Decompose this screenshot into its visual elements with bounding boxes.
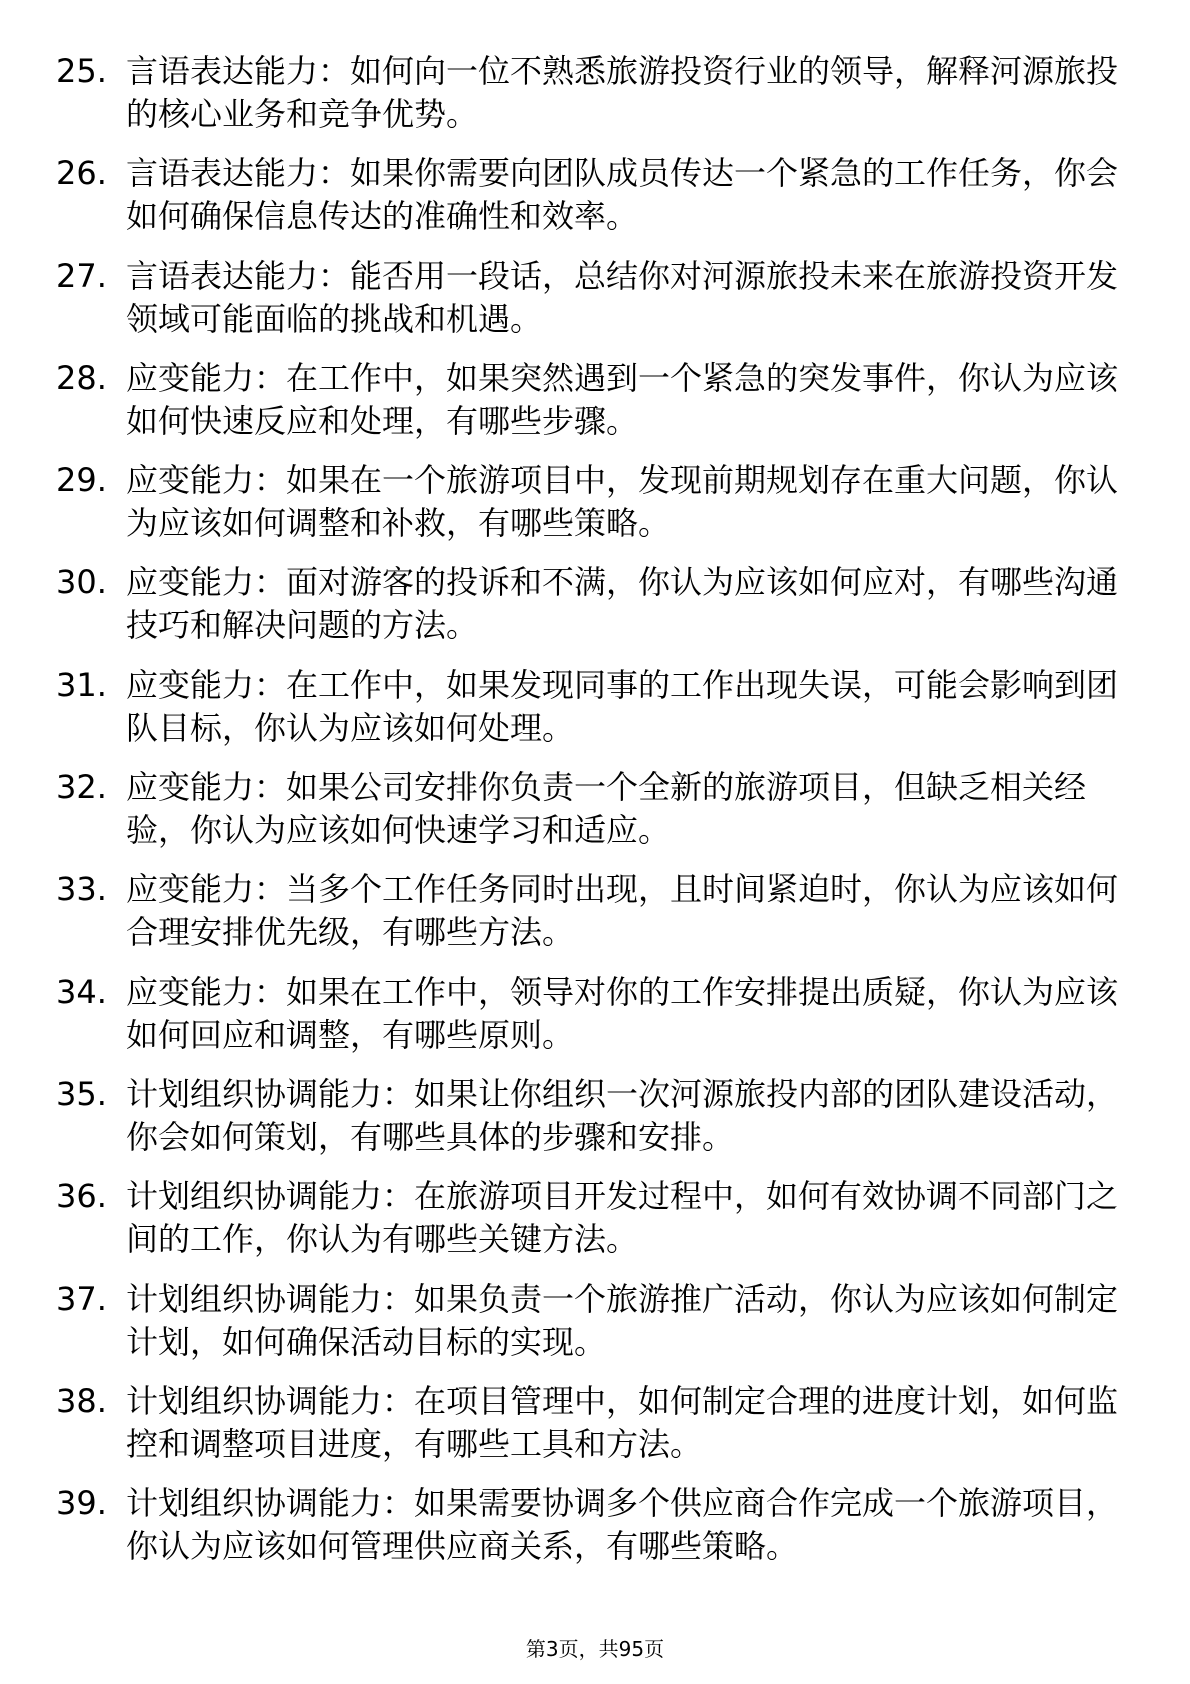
question-number: 30. <box>56 563 107 602</box>
question-item <box>56 561 1136 663</box>
question-text: 应变能力：如果在工作中，领导对你的工作安排提出质疑，你认为应该如何回应和调整，有哪些原则。 <box>126 972 1119 1054</box>
question-text: 言语表达能力：能否用一段话，总结你对河源旅投未来在旅游投资开发领域可能面临的挑战和机遇。 <box>126 256 1119 338</box>
question-number: 27. <box>56 256 107 295</box>
question-number: 29. <box>56 461 107 500</box>
question-text: 言语表达能力：如果你需要向团队成员传达一个紧急的工作任务，你会如何确保信息传达的准确性和效率。 <box>126 154 1119 236</box>
question-text: 应变能力：面对游客的投诉和不满，你认为应该如何应对，有哪些沟通技巧和解决问题的方法。 <box>126 563 1119 645</box>
question-item <box>56 971 1136 1073</box>
question-item <box>56 357 1136 459</box>
question-number: 38. <box>56 1381 107 1420</box>
question-item <box>56 1073 1136 1175</box>
question-number: 31. <box>56 665 107 704</box>
question-item <box>56 50 1136 152</box>
question-item <box>56 1380 1136 1482</box>
question-item <box>56 766 1136 868</box>
question-text: 计划组织协调能力：在项目管理中，如何制定合理的进度计划，如何监控和调整项目进度，有哪些工具和方法。 <box>126 1381 1119 1463</box>
question-text: 应变能力：当多个工作任务同时出现，且时间紧迫时，你认为应该如何合理安排优先级，有哪些方法。 <box>126 870 1119 952</box>
question-item <box>56 664 1136 766</box>
question-text: 应变能力：如果在一个旅游项目中，发现前期规划存在重大问题，你认为应该如何调整和补救，有哪些策略。 <box>126 461 1119 543</box>
question-item <box>56 1175 1136 1277</box>
question-text: 应变能力：在工作中，如果突然遇到一个紧急的突发事件，你认为应该如何快速反应和处理，有哪些步骤。 <box>126 358 1119 440</box>
question-number: 26. <box>56 154 107 193</box>
question-number: 25. <box>56 52 107 90</box>
question-number: 28. <box>56 358 107 397</box>
question-text: 应变能力：如果公司安排你负责一个全新的旅游项目，但缺乏相关经验，你认为应该如何快速学习和适应。 <box>126 768 1087 850</box>
question-text: 计划组织协调能力：如果需要协调多个供应商合作完成一个旅游项目，你认为应该如何管理供应商关系，有哪些策略。 <box>126 1484 1119 1566</box>
question-list <box>56 50 1136 1584</box>
page-number-footer: 第3页，共95页 <box>525 1637 665 1661</box>
question-text: 应变能力：在工作中，如果发现同事的工作出现失误，可能会影响到团队目标，你认为应该如何处理。 <box>126 665 1119 747</box>
question-item <box>56 255 1136 357</box>
question-item <box>56 459 1136 561</box>
question-text: 计划组织协调能力：如果负责一个旅游推广活动，你认为应该如何制定计划，如何确保活动目标的实现。 <box>126 1279 1119 1361</box>
question-number: 34. <box>56 972 107 1011</box>
question-number: 35. <box>56 1074 107 1113</box>
question-text: 计划组织协调能力：在旅游项目开发过程中，如何有效协调不同部门之间的工作，你认为有哪些关键方法。 <box>126 1177 1119 1259</box>
question-item <box>56 1278 1136 1380</box>
question-item <box>56 868 1136 970</box>
question-item <box>56 152 1136 254</box>
question-number: 39. <box>56 1484 107 1523</box>
question-number: 37. <box>56 1279 107 1318</box>
question-number: 33. <box>56 870 107 909</box>
question-text: 言语表达能力：如何向一位不熟悉旅游投资行业的领导，解释河源旅投的核心业务和竞争优势。 <box>126 52 1119 133</box>
question-number: 36. <box>56 1177 107 1216</box>
question-item <box>56 1482 1136 1584</box>
question-text: 计划组织协调能力：如果让你组织一次河源旅投内部的团队建设活动，你会如何策划，有哪些具体的步骤和安排。 <box>126 1074 1119 1156</box>
question-number: 32. <box>56 768 107 807</box>
